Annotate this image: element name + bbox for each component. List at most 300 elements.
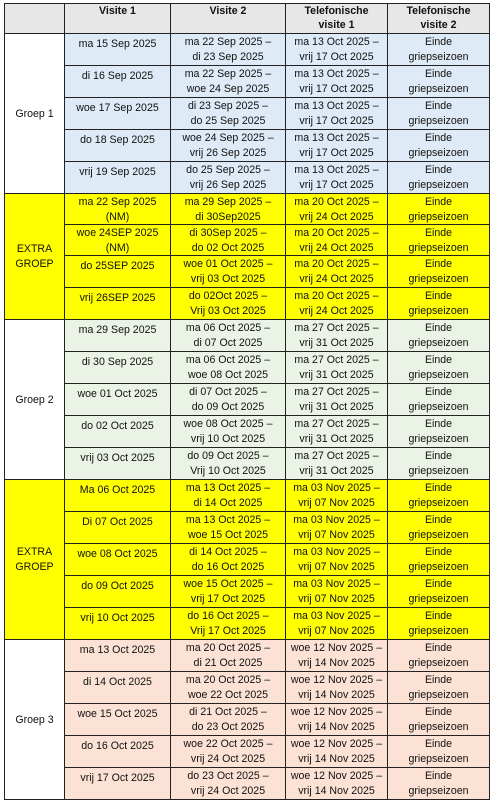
cell-text-line: ma 03 Nov 2025 – [293,514,380,526]
cell-text-line: vrij 24 Oct 2025 [299,304,374,317]
table-row [5,768,490,800]
table-row [5,162,490,194]
cell-text-line: vrij 14 Nov 2025 [298,784,375,797]
cell-text-line: do 16 Oct 2025 [81,740,154,752]
visite-1-cell [65,194,171,225]
table-row [5,320,490,352]
header-visite-2 [171,4,286,34]
cell-text-line: ma 06 Oct 2025 – [185,322,271,334]
table-row [5,416,490,448]
cell-text-line: ma 22 Sep 2025 [78,196,157,208]
visite-2-cell [171,480,286,512]
table-row [5,130,490,162]
table-row [5,512,490,544]
telefonische-visite-2-cell [388,672,490,704]
cell-text-line: Einde [424,514,453,526]
telefonische-visite-1-cell [286,672,388,704]
telefonische-visite-1-cell [286,704,388,736]
telefonische-visite-1-cell [286,448,388,480]
cell-text-line: griepseizoen [408,752,469,765]
cell-text-line: griepseizoen [408,464,469,477]
cell-text-line: do 25 Sep 2025 [190,114,266,127]
telefonische-visite-1-cell [286,98,388,130]
cell-text-line: Vrij 10 Oct 2025 [190,464,266,477]
header-visite-2-label: Visite 2 [209,5,247,17]
cell-text-line: griepseizoen [408,210,469,223]
cell-text-line: ma 13 Oct 2025 [79,644,156,656]
visite-2-cell [171,225,286,256]
cell-text-line: ma 13 Oct 2025 – [294,100,379,112]
cell-text-line: (NM) [105,241,130,254]
cell-text-line: do 02 Oct 2025 [191,241,265,254]
telefonische-visite-1-cell [286,608,388,640]
visite-1-cell [65,34,171,66]
cell-text-line: griepseizoen [408,592,469,605]
cell-text-line: Vrij 17 Oct 2025 [190,624,266,637]
visite-1-cell [65,640,171,672]
visite-2-cell [171,194,286,225]
cell-text-line: griepseizoen [408,656,469,669]
cell-text-line: griepseizoen [408,241,469,254]
cell-text-line: woe 15 Oct 2025 – [183,578,273,590]
cell-text-line: vrij 17 Oct 2025 [299,114,374,127]
cell-text-line: vrij 14 Nov 2025 [298,752,375,765]
header-corner [5,4,65,34]
visite-1-cell [65,66,171,98]
cell-text-line: woe 12 Nov 2025 – [290,738,383,750]
telefonische-visite-2-cell [388,194,490,225]
cell-text-line: ma 13 Oct 2025 – [185,514,271,526]
visite-1-cell [65,98,171,130]
cell-text-line: vrij 24 Oct 2025 [190,784,266,797]
header-tel-1-line-1: Telefonische [304,5,369,17]
cell-text-line: ma 27 Oct 2025 – [294,450,379,462]
telefonische-visite-2-cell [388,608,490,640]
cell-text-line: vrij 17 Oct 2025 [299,50,374,63]
telefonische-visite-2-cell [388,544,490,576]
cell-text-line: vrij 24 Oct 2025 [299,241,374,254]
telefonische-visite-1-cell [286,352,388,384]
cell-text-line: ma 29 Sep 2025 – [184,196,272,208]
cell-text-line: do 09 Oct 2025 [81,580,154,592]
visite-1-cell [65,320,171,352]
cell-text-line: di 16 Sep 2025 [81,70,154,82]
telefonische-visite-1-cell [286,768,388,800]
cell-text-line: Einde [424,418,453,430]
cell-text-line: Einde [424,227,453,239]
table-row [5,384,490,416]
telefonische-visite-1-cell [286,288,388,320]
telefonische-visite-1-cell [286,544,388,576]
cell-text-line: Einde [424,322,453,334]
visite-2-cell [171,736,286,768]
cell-text-line: Einde [424,482,453,494]
cell-text-line: vrij 26 Sep 2025 [189,178,267,191]
table-row [5,672,490,704]
table-row [5,736,490,768]
telefonische-visite-1-cell [286,34,388,66]
visite-1-cell [65,130,171,162]
group-label-cell [5,480,65,640]
header-tel-1-line-2: visite 1 [318,18,355,31]
cell-text-line: vrij 07 Nov 2025 [298,592,375,605]
cell-text-line: ma 13 Oct 2025 – [294,68,379,80]
cell-text-line: di 30Sep2025 [195,210,261,223]
cell-text-line: Einde [424,546,453,558]
cell-text-line: vrij 07 Nov 2025 [298,528,375,541]
telefonische-visite-2-cell [388,130,490,162]
cell-text-line: do 23 Oct 2025 – [187,770,269,782]
cell-text-line: griepseizoen [408,496,469,509]
telefonische-visite-1-cell [286,256,388,288]
visite-1-cell [65,608,171,640]
visite-2-cell [171,416,286,448]
cell-text-line: di 14 Oct 2025 – [189,546,267,558]
cell-text-line: ma 13 Oct 2025 – [294,132,379,144]
telefonische-visite-2-cell [388,480,490,512]
telefonische-visite-2-cell [388,704,490,736]
cell-text-line: vrij 31 Oct 2025 [299,336,374,349]
cell-text-line: Einde [424,674,453,686]
schedule-table [4,3,490,800]
cell-text-line: griepseizoen [408,50,469,63]
telefonische-visite-2-cell [388,352,490,384]
cell-text-line: di 23 Sep 2025 [192,50,264,63]
cell-text-line: di 30 Sep 2025 [81,356,154,368]
cell-text-line: vrij 31 Oct 2025 [299,368,374,381]
cell-text-line: griepseizoen [408,432,469,445]
cell-text-line: ma 27 Oct 2025 – [294,322,379,334]
visite-2-cell [171,34,286,66]
visite-1-cell [65,162,171,194]
cell-text-line: vrij 07 Nov 2025 [298,624,375,637]
telefonische-visite-1-cell [286,162,388,194]
cell-text-line: Groep 1 [15,107,54,120]
visite-2-cell [171,352,286,384]
cell-text-line: griepseizoen [408,528,469,541]
table-row [5,194,490,225]
cell-text-line: ma 20 Oct 2025 – [294,227,379,239]
cell-text-line: ma 20 Oct 2025 – [294,196,379,208]
cell-text-line: woe 17 Sep 2025 [76,102,159,114]
cell-text-line: Groep 3 [15,713,54,726]
cell-text-line: woe 08 Oct 2025 [77,548,158,560]
visite-2-cell [171,162,286,194]
visite-1-cell [65,225,171,256]
cell-text-line: vrij 26SEP 2025 [79,292,156,304]
cell-text-line: do 09 Oct 2025 – [187,450,269,462]
group-label-cell [5,320,65,480]
cell-text-line: ma 27 Oct 2025 – [294,386,379,398]
cell-text-line: griepseizoen [408,368,469,381]
cell-text-line: woe 12 Nov 2025 – [290,642,383,654]
cell-text-line: di 30Sep 2025 – [189,227,267,239]
cell-text-line: woe 01 Oct 2025 – [183,258,273,270]
telefonische-visite-2-cell [388,736,490,768]
cell-text-line: Di 07 Oct 2025 [82,516,153,528]
visite-1-cell [65,352,171,384]
table-row [5,480,490,512]
cell-text-line: griepseizoen [408,560,469,573]
cell-text-line: do 16 Oct 2025 – [187,610,269,622]
group-label-cell [5,640,65,800]
telefonische-visite-2-cell [388,384,490,416]
telefonische-visite-1-cell [286,66,388,98]
cell-text-line: di 14 Oct 2025 [83,676,152,688]
cell-text-line: woe 08 Oct 2025 [187,368,269,381]
visite-1-cell [65,384,171,416]
schedule-header [5,4,490,34]
visite-1-cell [65,704,171,736]
cell-text-line: ma 03 Nov 2025 – [293,578,380,590]
visite-2-cell [171,384,286,416]
telefonische-visite-2-cell [388,98,490,130]
cell-text-line: Einde [424,164,453,176]
cell-text-line: vrij 26 Sep 2025 [189,146,267,159]
cell-text-line: woe 24SEP 2025 [76,227,159,239]
cell-text-line: vrij 17 Oct 2025 [190,592,266,605]
cell-text-line: vrij 14 Nov 2025 [298,656,375,669]
cell-text-line: griepseizoen [408,720,469,733]
cell-text-line: vrij 24 Oct 2025 [299,272,374,285]
cell-text-line: Einde [424,290,453,302]
telefonische-visite-2-cell [388,34,490,66]
table-row [5,448,490,480]
cell-text-line: Einde [424,100,453,112]
cell-text-line: do 02 Oct 2025 [81,420,154,432]
cell-text-line: vrij 17 Oct 2025 [299,82,374,95]
cell-text-line: woe 24 Sep 2025 – [182,132,274,144]
visite-1-cell [65,416,171,448]
cell-text-line: woe 22 Oct 2025 [187,688,269,701]
visite-2-cell [171,448,286,480]
visite-1-cell [65,256,171,288]
table-row [5,66,490,98]
table-row [5,576,490,608]
table-row [5,608,490,640]
telefonische-visite-2-cell [388,512,490,544]
table-row [5,288,490,320]
cell-text-line: griepseizoen [408,114,469,127]
cell-text-line: vrij 31 Oct 2025 [299,400,374,413]
telefonische-visite-1-cell [286,225,388,256]
visite-1-cell [65,768,171,800]
cell-text-line: ma 13 Oct 2025 – [294,36,379,48]
telefonische-visite-1-cell [286,640,388,672]
cell-text-line: vrij 07 Nov 2025 [298,560,375,573]
cell-text-line: di 23 Sep 2025 – [187,100,269,112]
cell-text-line: ma 29 Sep 2025 [78,324,157,336]
cell-text-line: vrij 31 Oct 2025 [299,432,374,445]
cell-text-line: Einde [424,132,453,144]
table-row [5,544,490,576]
cell-text-line: Groep 2 [15,393,54,406]
telefonische-visite-1-cell [286,480,388,512]
visite-2-cell [171,256,286,288]
cell-text-line: Einde [424,68,453,80]
telefonische-visite-2-cell [388,448,490,480]
visite-2-cell [171,704,286,736]
telefonische-visite-2-cell [388,288,490,320]
cell-text-line: woe 15 Oct 2025 [187,528,269,541]
visite-2-cell [171,672,286,704]
cell-text-line: vrij 24 Oct 2025 [299,210,374,223]
header-telefonische-visite-2 [388,4,490,34]
telefonische-visite-2-cell [388,225,490,256]
visite-2-cell [171,640,286,672]
cell-text-line: EXTRA [16,243,53,255]
cell-text-line: ma 22 Sep 2025 – [184,36,272,48]
header-telefonische-visite-1 [286,4,388,34]
telefonische-visite-2-cell [388,162,490,194]
cell-text-line: ma 27 Oct 2025 – [294,354,379,366]
cell-text-line: di 21 Oct 2025 – [189,706,267,718]
cell-text-line: di 07 Oct 2025 – [189,386,267,398]
cell-text-line: Einde [424,258,453,270]
telefonische-visite-1-cell [286,512,388,544]
telefonische-visite-2-cell [388,66,490,98]
table-row [5,34,490,66]
cell-text-line: Einde [424,354,453,366]
cell-text-line: di 14 Oct 2025 [193,496,263,509]
cell-text-line: ma 22 Sep 2025 – [184,68,272,80]
cell-text-line: Vrij 03 Oct 2025 [190,304,266,317]
telefonische-visite-2-cell [388,320,490,352]
telefonische-visite-1-cell [286,194,388,225]
cell-text-line: vrij 07 Nov 2025 [298,496,375,509]
telefonische-visite-1-cell [286,130,388,162]
table-row [5,352,490,384]
visite-2-cell [171,608,286,640]
cell-text-line: vrij 19 Sep 2025 [79,166,156,178]
cell-text-line: do 25 Sep 2025 – [186,164,270,176]
cell-text-line: (NM) [105,210,130,223]
cell-text-line: GROEP [15,561,54,573]
cell-text-line: do 18 Sep 2025 [80,134,155,146]
cell-text-line: ma 20 Oct 2025 – [185,674,271,686]
cell-text-line: ma 03 Nov 2025 – [293,546,380,558]
visite-1-cell [65,288,171,320]
cell-text-line: do 16 Oct 2025 [191,560,265,573]
cell-text-line: do 02Oct 2025 – [188,290,268,302]
visite-2-cell [171,544,286,576]
telefonische-visite-1-cell [286,320,388,352]
cell-text-line: ma 20 Oct 2025 – [294,258,379,270]
header-tel-2-line-2: visite 2 [420,18,457,31]
cell-text-line: griepseizoen [408,336,469,349]
cell-text-line: vrij 31 Oct 2025 [299,464,374,477]
cell-text-line: do 09 Oct 2025 [191,400,265,413]
cell-text-line: Einde [424,610,453,622]
visite-1-cell [65,544,171,576]
cell-text-line: Einde [424,196,453,208]
cell-text-line: vrij 24 Oct 2025 [190,752,266,765]
telefonische-visite-2-cell [388,416,490,448]
cell-text-line: woe 12 Nov 2025 – [290,674,383,686]
cell-text-line: do 25SEP 2025 [80,260,155,272]
visite-1-cell [65,576,171,608]
cell-text-line: ma 13 Oct 2025 – [185,482,271,494]
cell-text-line: vrij 10 Oct 2025 [80,612,155,624]
visite-1-cell [65,672,171,704]
cell-text-line: woe 24 Sep 2025 [186,82,270,95]
cell-text-line: griepseizoen [408,688,469,701]
header-visite-1 [65,4,171,34]
telefonische-visite-1-cell [286,384,388,416]
visite-2-cell [171,98,286,130]
visite-2-cell [171,576,286,608]
cell-text-line: griepseizoen [408,82,469,95]
telefonische-visite-1-cell [286,736,388,768]
telefonische-visite-2-cell [388,256,490,288]
cell-text-line: vrij 14 Nov 2025 [298,688,375,701]
cell-text-line: vrij 17 Oct 2025 [299,146,374,159]
cell-text-line: ma 13 Oct 2025 – [294,164,379,176]
cell-text-line: griepseizoen [408,272,469,285]
visite-2-cell [171,320,286,352]
cell-text-line: EXTRA [16,546,53,558]
cell-text-line: ma 20 Oct 2025 – [294,290,379,302]
cell-text-line: Einde [424,450,453,462]
cell-text-line: griepseizoen [408,624,469,637]
table-row [5,640,490,672]
cell-text-line: GROEP [15,258,54,270]
cell-text-line: vrij 14 Nov 2025 [298,720,375,733]
visite-2-cell [171,130,286,162]
telefonische-visite-1-cell [286,576,388,608]
cell-text-line: ma 15 Sep 2025 [78,38,157,50]
visite-1-cell [65,448,171,480]
cell-text-line: griepseizoen [408,178,469,191]
schedule-body [5,34,490,800]
cell-text-line: ma 03 Nov 2025 – [293,482,380,494]
cell-text-line: Einde [424,738,453,750]
table-row [5,98,490,130]
cell-text-line: ma 20 Oct 2025 – [185,642,271,654]
cell-text-line: ma 06 Oct 2025 – [185,354,271,366]
visite-2-cell [171,768,286,800]
cell-text-line: griepseizoen [408,146,469,159]
cell-text-line: vrij 17 Oct 2025 [80,772,155,784]
visite-2-cell [171,512,286,544]
cell-text-line: woe 22 Oct 2025 – [183,738,273,750]
cell-text-line: Einde [424,706,453,718]
cell-text-line: griepseizoen [408,304,469,317]
cell-text-line: griepseizoen [408,784,469,797]
cell-text-line: vrij 03 Oct 2025 [80,452,155,464]
cell-text-line: griepseizoen [408,400,469,413]
cell-text-line: ma 03 Nov 2025 – [293,610,380,622]
cell-text-line: woe 12 Nov 2025 – [290,706,383,718]
cell-text-line: vrij 17 Oct 2025 [299,178,374,191]
cell-text-line: Ma 06 Oct 2025 [79,484,156,496]
table-row [5,225,490,256]
cell-text-line: vrij 03 Oct 2025 [190,272,266,285]
group-label-cell [5,34,65,194]
telefonische-visite-2-cell [388,768,490,800]
cell-text-line: Einde [424,642,453,654]
cell-text-line: woe 12 Nov 2025 – [290,770,383,782]
cell-text-line: Einde [424,578,453,590]
cell-text-line: di 07 Oct 2025 [193,336,263,349]
visite-2-cell [171,288,286,320]
visite-1-cell [65,480,171,512]
visite-1-cell [65,736,171,768]
cell-text-line: woe 01 Oct 2025 [77,388,158,400]
cell-text-line: ma 27 Oct 2025 – [294,418,379,430]
header-tel-2-line-1: Telefonische [406,5,471,17]
cell-text-line: Einde [424,770,453,782]
